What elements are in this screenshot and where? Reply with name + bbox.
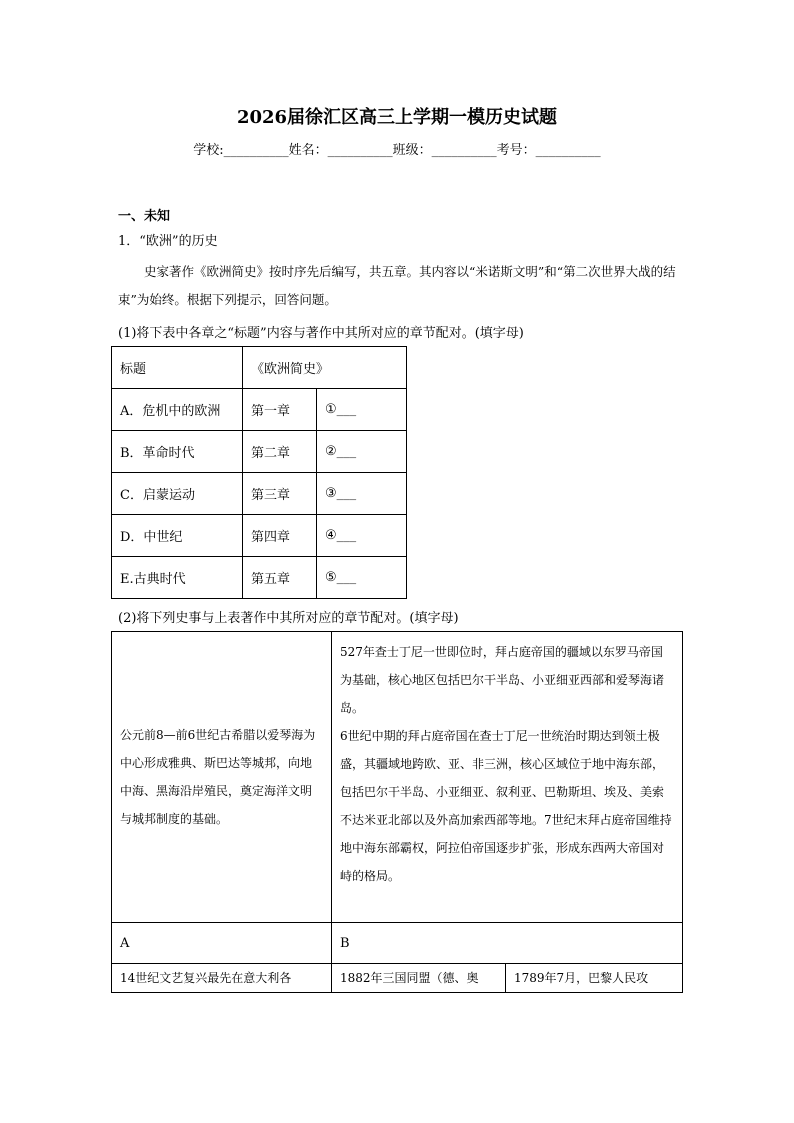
question-title: 1．“欧洲”的历史 [118, 234, 218, 249]
label-a: A [112, 923, 332, 964]
row-chapter: 第五章 [243, 557, 317, 599]
header-book: 《欧洲简史》 [243, 347, 407, 389]
question-intro: 史家著作《欧洲简史》按时序先后编写，共五章。其内容以“米诺斯文明”和“第二次世界大战的结束”为始终。根据下列提示，回答问题。 [118, 264, 676, 307]
row-chapter: 第三章 [243, 473, 317, 515]
event-cell-c: 14世纪文艺复兴最先在意大利各 [112, 964, 332, 993]
chapter-match-table [111, 346, 407, 599]
table-header-row [112, 347, 407, 389]
row-chapter: 第二章 [243, 431, 317, 473]
table-row [112, 473, 407, 515]
table-row [112, 632, 683, 923]
answer-blank[interactable]: ③___ [317, 473, 407, 515]
header-title: 标题 [112, 347, 243, 389]
page-title: 2026届徐汇区高三上学期一模历史试题 [236, 107, 558, 128]
event-cell-d: 1882年三国同盟（德、奥 [332, 964, 506, 993]
row-chapter: 第一章 [243, 389, 317, 431]
row-title: C．启蒙运动 [112, 473, 243, 515]
row-title: E.古典时代 [112, 557, 243, 599]
student-info-line: 学校:__________姓名：__________班级：__________考号：__________ [193, 143, 601, 158]
row-title: B．革命时代 [112, 431, 243, 473]
question-part-1: (1)将下表中各章之“标题”内容与著作中其所对应的章节配对。(填字母) [118, 326, 524, 341]
table-row [112, 515, 407, 557]
row-title: D．中世纪 [112, 515, 243, 557]
event-b-paragraph-2: 6世纪中期的拜占庭帝国在查士丁尼一世统治时期达到领土极盛，其疆域地跨欧、亚、非三洲，核心区域位于地中海东部，包括巴尔干半岛、小亚细亚、叙利亚、巴勒斯坦、埃及、美索不达米亚北部以及外高加索西部等地。7世纪末拜占庭帝国维持地中海东部霸权，阿拉伯帝国逐步扩张，形成东西两大帝国对峙的格局。 [340, 729, 672, 883]
table-row [112, 557, 407, 599]
answer-blank[interactable]: ④___ [317, 515, 407, 557]
row-title: A．危机中的欧洲 [112, 389, 243, 431]
event-cell-b [332, 632, 683, 923]
table-row [112, 389, 407, 431]
answer-blank[interactable]: ⑤___ [317, 557, 407, 599]
row-chapter: 第四章 [243, 515, 317, 557]
question-part-2: (2)将下列史事与上表著作中其所对应的章节配对。(填字母) [118, 611, 459, 626]
table-row [112, 431, 407, 473]
event-b-paragraph-1: 527年查士丁尼一世即位时，拜占庭帝国的疆域以东罗马帝国为基础，核心地区包括巴尔干半岛、小亚细亚西部和爱琴海诸岛。 [340, 645, 665, 715]
answer-blank[interactable]: ②___ [317, 431, 407, 473]
table-row [112, 923, 683, 964]
answer-blank[interactable]: ①___ [317, 389, 407, 431]
table-row [112, 964, 683, 993]
section-heading: 一、未知 [118, 209, 171, 224]
label-b: B [332, 923, 683, 964]
event-cell-e: 1789年7月，巴黎人民攻 [506, 964, 683, 993]
event-cell-a: 公元前8—前6世纪古希腊以爱琴海为中心形成雅典、斯巴达等城邦，向地中海、黑海沿岸殖民，奠定海洋文明与城邦制度的基础。 [112, 632, 332, 923]
events-match-table [111, 631, 683, 993]
